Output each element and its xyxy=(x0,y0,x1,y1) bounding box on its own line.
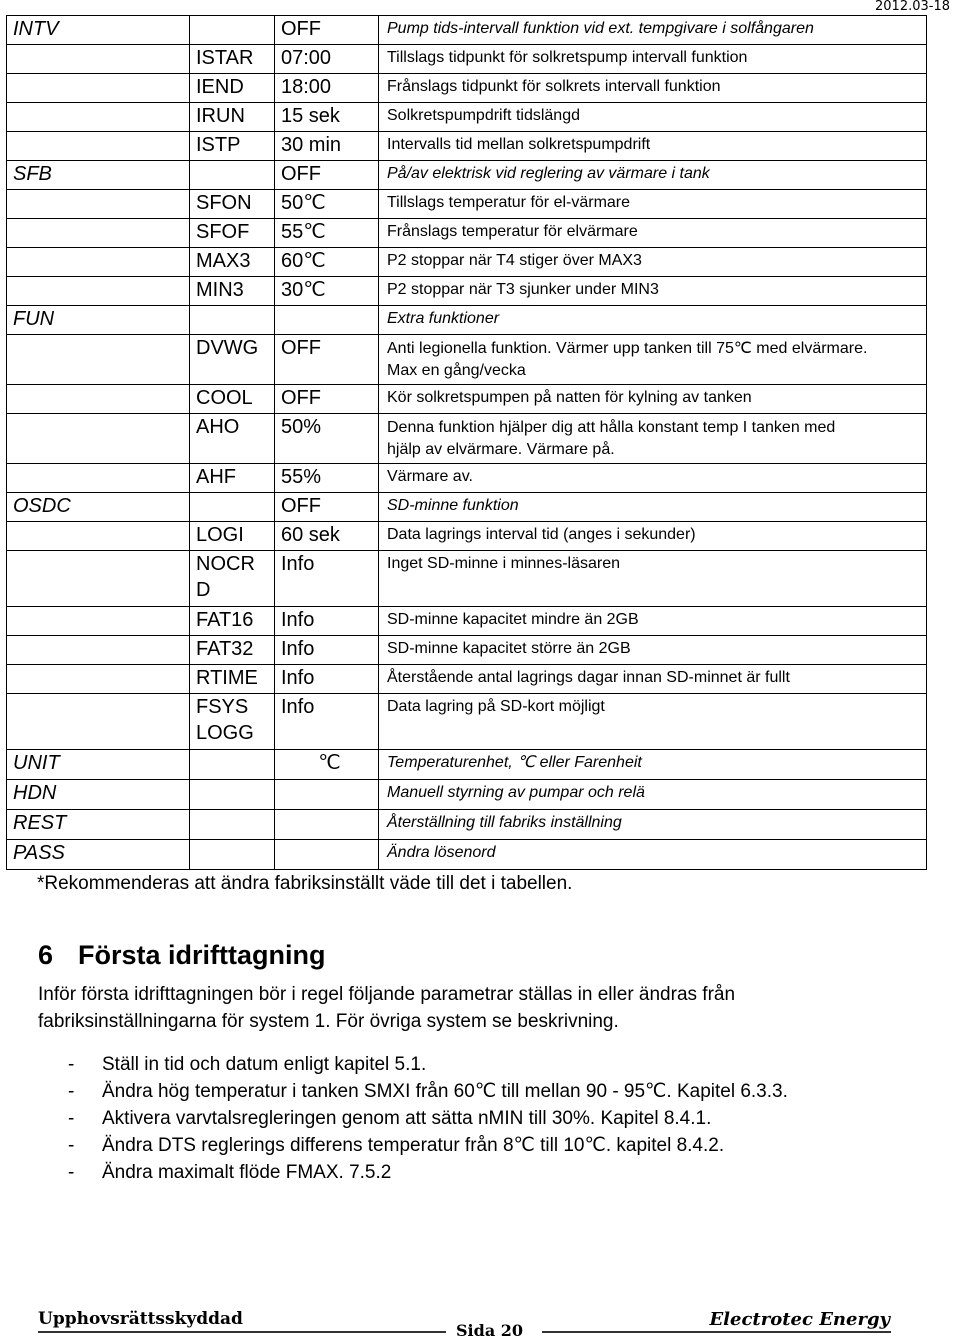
cell-menu: OSDC xyxy=(7,493,190,522)
cell-value: OFF xyxy=(275,385,379,414)
cell-value xyxy=(275,306,379,335)
cell-description xyxy=(379,335,927,385)
section-heading xyxy=(38,940,325,971)
footer-company: Electrotec Energy xyxy=(709,1309,890,1330)
table-row xyxy=(7,306,927,335)
cell-parameter: AHO xyxy=(190,414,275,464)
cell-menu xyxy=(7,277,190,306)
description-line: Max en gång/vecka xyxy=(387,362,526,379)
cell-parameter: MAX3 xyxy=(190,248,275,277)
step-text: Ändra DTS reglerings differens temperatur från 8℃ till 10℃. kapitel 8.4.2. xyxy=(102,1135,725,1156)
description-line: Återstående antal lagrings dagar innan SD-minnet är fullt xyxy=(387,669,790,686)
list-item xyxy=(68,1078,888,1105)
list-item xyxy=(68,1159,888,1186)
cell-description xyxy=(379,810,927,840)
description-line: Återställning till fabriks inställning xyxy=(387,814,622,831)
cell-value: 30 min xyxy=(275,132,379,161)
cell-menu: SFB xyxy=(7,161,190,190)
cell-description xyxy=(379,161,927,190)
cell-description xyxy=(379,780,927,810)
description-line: hjälp av elvärmare. Värmare på. xyxy=(387,441,615,458)
table-row xyxy=(7,132,927,161)
table-row xyxy=(7,219,927,248)
cell-parameter xyxy=(190,780,275,810)
cell-parameter xyxy=(190,840,275,870)
cell-menu xyxy=(7,103,190,132)
step-text: Ändra maximalt flöde FMAX. 7.5.2 xyxy=(102,1162,392,1183)
cell-parameter: COOL xyxy=(190,385,275,414)
cell-menu xyxy=(7,335,190,385)
cell-value xyxy=(275,780,379,810)
description-line: Extra funktioner xyxy=(387,310,500,327)
list-item xyxy=(68,1105,888,1132)
description-line: Kör solkretspumpen på natten för kylning av tanken xyxy=(387,389,752,406)
cell-parameter: FAT16 xyxy=(190,607,275,636)
description-line: Inget SD-minne i minnes-läsaren xyxy=(387,555,620,572)
section-intro: Inför första idrifttagningen bör i regel följande parametrar ställas in eller ändras från fabriksinställningarna för system 1. För övriga system se beskrivning. xyxy=(38,984,736,1032)
list-item xyxy=(68,1132,888,1159)
cell-parameter xyxy=(190,750,275,780)
description-line: Data lagring på SD-kort möjligt xyxy=(387,698,605,715)
cell-value: 30℃ xyxy=(275,277,379,306)
table-row xyxy=(7,694,927,750)
cell-description xyxy=(379,551,927,607)
cell-menu xyxy=(7,219,190,248)
cell-value: ℃ xyxy=(275,750,379,780)
cell-menu xyxy=(7,464,190,493)
table-row xyxy=(7,277,927,306)
cell-parameter: MIN3 xyxy=(190,277,275,306)
cell-value xyxy=(275,840,379,870)
cell-parameter: DVWG xyxy=(190,335,275,385)
cell-value: 60℃ xyxy=(275,248,379,277)
bullet-dash: - xyxy=(68,1054,75,1075)
cell-parameter: ISTP xyxy=(190,132,275,161)
description-line: SD-minne kapacitet större än 2GB xyxy=(387,640,631,657)
table-row xyxy=(7,385,927,414)
step-text: Ändra hög temperatur i tanken SMXI från 60℃ till mellan 90 - 95℃. Kapitel 6.3.3. xyxy=(102,1081,788,1102)
table-row xyxy=(7,780,927,810)
cell-description xyxy=(379,45,927,74)
cell-value: 60 sek xyxy=(275,522,379,551)
step-text: Ställ in tid och datum enligt kapitel 5.1. xyxy=(102,1054,427,1075)
cell-menu xyxy=(7,45,190,74)
cell-parameter: ISTAR xyxy=(190,45,275,74)
table-row xyxy=(7,522,927,551)
cell-parameter xyxy=(190,306,275,335)
description-line: Anti legionella funktion. Värmer upp tanken till 75℃ med elvärmare. xyxy=(387,340,868,357)
table-row xyxy=(7,414,927,464)
cell-value xyxy=(275,810,379,840)
cell-description xyxy=(379,522,927,551)
cell-parameter xyxy=(190,493,275,522)
cell-value: Info xyxy=(275,665,379,694)
table-row xyxy=(7,810,927,840)
description-line: SD-minne kapacitet mindre än 2GB xyxy=(387,611,639,628)
cell-parameter: SFOF xyxy=(190,219,275,248)
description-line: Manuell styrning av pumpar och relä xyxy=(387,784,645,801)
description-line: P2 stoppar när T4 stiger över MAX3 xyxy=(387,252,642,269)
cell-value: 50% xyxy=(275,414,379,464)
section-title: Första idrifttagning xyxy=(78,940,326,970)
cell-description xyxy=(379,132,927,161)
cell-menu xyxy=(7,607,190,636)
description-line: Ändra lösenord xyxy=(387,844,496,861)
cell-menu: REST xyxy=(7,810,190,840)
cell-description xyxy=(379,694,927,750)
cell-parameter: FSYS LOGG xyxy=(190,694,275,750)
page-date: 2012.03-18 xyxy=(875,0,950,14)
cell-value: 55℃ xyxy=(275,219,379,248)
table-row xyxy=(7,665,927,694)
table-row xyxy=(7,248,927,277)
cell-value: Info xyxy=(275,551,379,607)
cell-menu: HDN xyxy=(7,780,190,810)
cell-parameter: IEND xyxy=(190,74,275,103)
cell-menu xyxy=(7,248,190,277)
cell-menu xyxy=(7,190,190,219)
description-line: Tillslags temperatur för el-värmare xyxy=(387,194,631,211)
description-line: Frånslags tidpunkt för solkrets intervall funktion xyxy=(387,78,721,95)
description-line: Värmare av. xyxy=(387,468,473,485)
table-row xyxy=(7,103,927,132)
table-row xyxy=(7,551,927,607)
step-text: Aktivera varvtalsregleringen genom att sätta nMIN till 30%. Kapitel 8.4.1. xyxy=(102,1108,712,1129)
table-row xyxy=(7,493,927,522)
table-row xyxy=(7,74,927,103)
cell-description xyxy=(379,219,927,248)
cell-description xyxy=(379,74,927,103)
cell-parameter: SFON xyxy=(190,190,275,219)
table-row xyxy=(7,45,927,74)
description-line: Frånslags temperatur för elvärmare xyxy=(387,223,638,240)
table-row xyxy=(7,16,927,45)
cell-description xyxy=(379,750,927,780)
description-line: Data lagrings interval tid (anges i sekunder) xyxy=(387,526,696,543)
footer-copyright: Upphovsrättsskyddad xyxy=(38,1309,243,1329)
cell-value: Info xyxy=(275,636,379,665)
cell-description xyxy=(379,607,927,636)
description-line: Temperaturenhet, ℃ eller Farenheit xyxy=(387,754,642,771)
parameter-table-body xyxy=(7,16,927,870)
cell-menu xyxy=(7,385,190,414)
cell-description xyxy=(379,493,927,522)
cell-parameter: IRUN xyxy=(190,103,275,132)
cell-description xyxy=(379,840,927,870)
cell-description xyxy=(379,385,927,414)
cell-description xyxy=(379,16,927,45)
description-line: Tillslags tidpunkt för solkretspump intervall funktion xyxy=(387,49,748,66)
cell-parameter xyxy=(190,161,275,190)
cell-description xyxy=(379,414,927,464)
cell-menu xyxy=(7,665,190,694)
description-line: Intervalls tid mellan solkretspumpdrift xyxy=(387,136,651,153)
table-row xyxy=(7,607,927,636)
cell-description xyxy=(379,464,927,493)
table-row xyxy=(7,335,927,385)
table-row xyxy=(7,161,927,190)
cell-parameter: RTIME xyxy=(190,665,275,694)
cell-value: 18:00 xyxy=(275,74,379,103)
cell-menu: INTV xyxy=(7,16,190,45)
description-line: Pump tids-intervall funktion vid ext. tempgivare i solfångaren xyxy=(387,20,814,37)
cell-menu xyxy=(7,132,190,161)
cell-parameter xyxy=(190,810,275,840)
cell-value: Info xyxy=(275,607,379,636)
footer-page-number: Sida 20 xyxy=(456,1321,524,1340)
cell-menu xyxy=(7,636,190,665)
bullet-dash: - xyxy=(68,1135,75,1156)
cell-description xyxy=(379,103,927,132)
cell-description xyxy=(379,636,927,665)
cell-menu xyxy=(7,74,190,103)
cell-value: OFF xyxy=(275,335,379,385)
cell-value: OFF xyxy=(275,16,379,45)
cell-parameter xyxy=(190,16,275,45)
table-row xyxy=(7,464,927,493)
cell-value: OFF xyxy=(275,161,379,190)
parameter-table xyxy=(6,15,927,870)
cell-parameter: NOCR D xyxy=(190,551,275,607)
cell-parameter: FAT32 xyxy=(190,636,275,665)
table-footnote: *Rekommenderas att ändra fabriksinställt väde till det i tabellen. xyxy=(37,873,573,894)
description-line: Denna funktion hjälper dig att hålla konstant temp I tanken med xyxy=(387,419,836,436)
cell-description xyxy=(379,248,927,277)
cell-menu xyxy=(7,551,190,607)
cell-description xyxy=(379,665,927,694)
table-row xyxy=(7,636,927,665)
description-line: Solkretspumpdrift tidslängd xyxy=(387,107,580,124)
description-line: På/av elektrisk vid reglering av värmare i tank xyxy=(387,165,710,182)
setup-steps-list xyxy=(68,1051,888,1186)
cell-menu: FUN xyxy=(7,306,190,335)
bullet-dash: - xyxy=(68,1162,75,1183)
cell-value: 15 sek xyxy=(275,103,379,132)
cell-value: 55% xyxy=(275,464,379,493)
cell-description xyxy=(379,306,927,335)
cell-menu xyxy=(7,694,190,750)
cell-parameter: LOGI xyxy=(190,522,275,551)
description-line: SD-minne funktion xyxy=(387,497,519,514)
cell-description xyxy=(379,277,927,306)
cell-value: 07:00 xyxy=(275,45,379,74)
cell-value: 50℃ xyxy=(275,190,379,219)
table-row xyxy=(7,840,927,870)
cell-value: Info xyxy=(275,694,379,750)
cell-menu xyxy=(7,522,190,551)
cell-menu xyxy=(7,414,190,464)
cell-menu: UNIT xyxy=(7,750,190,780)
section-number: 6 xyxy=(38,940,54,970)
table-row xyxy=(7,750,927,780)
table-row xyxy=(7,190,927,219)
cell-description xyxy=(379,190,927,219)
list-item xyxy=(68,1051,888,1078)
cell-value: OFF xyxy=(275,493,379,522)
cell-menu: PASS xyxy=(7,840,190,870)
bullet-dash: - xyxy=(68,1108,75,1129)
cell-parameter: AHF xyxy=(190,464,275,493)
bullet-dash: - xyxy=(68,1081,75,1102)
description-line: P2 stoppar när T3 sjunker under MIN3 xyxy=(387,281,659,298)
